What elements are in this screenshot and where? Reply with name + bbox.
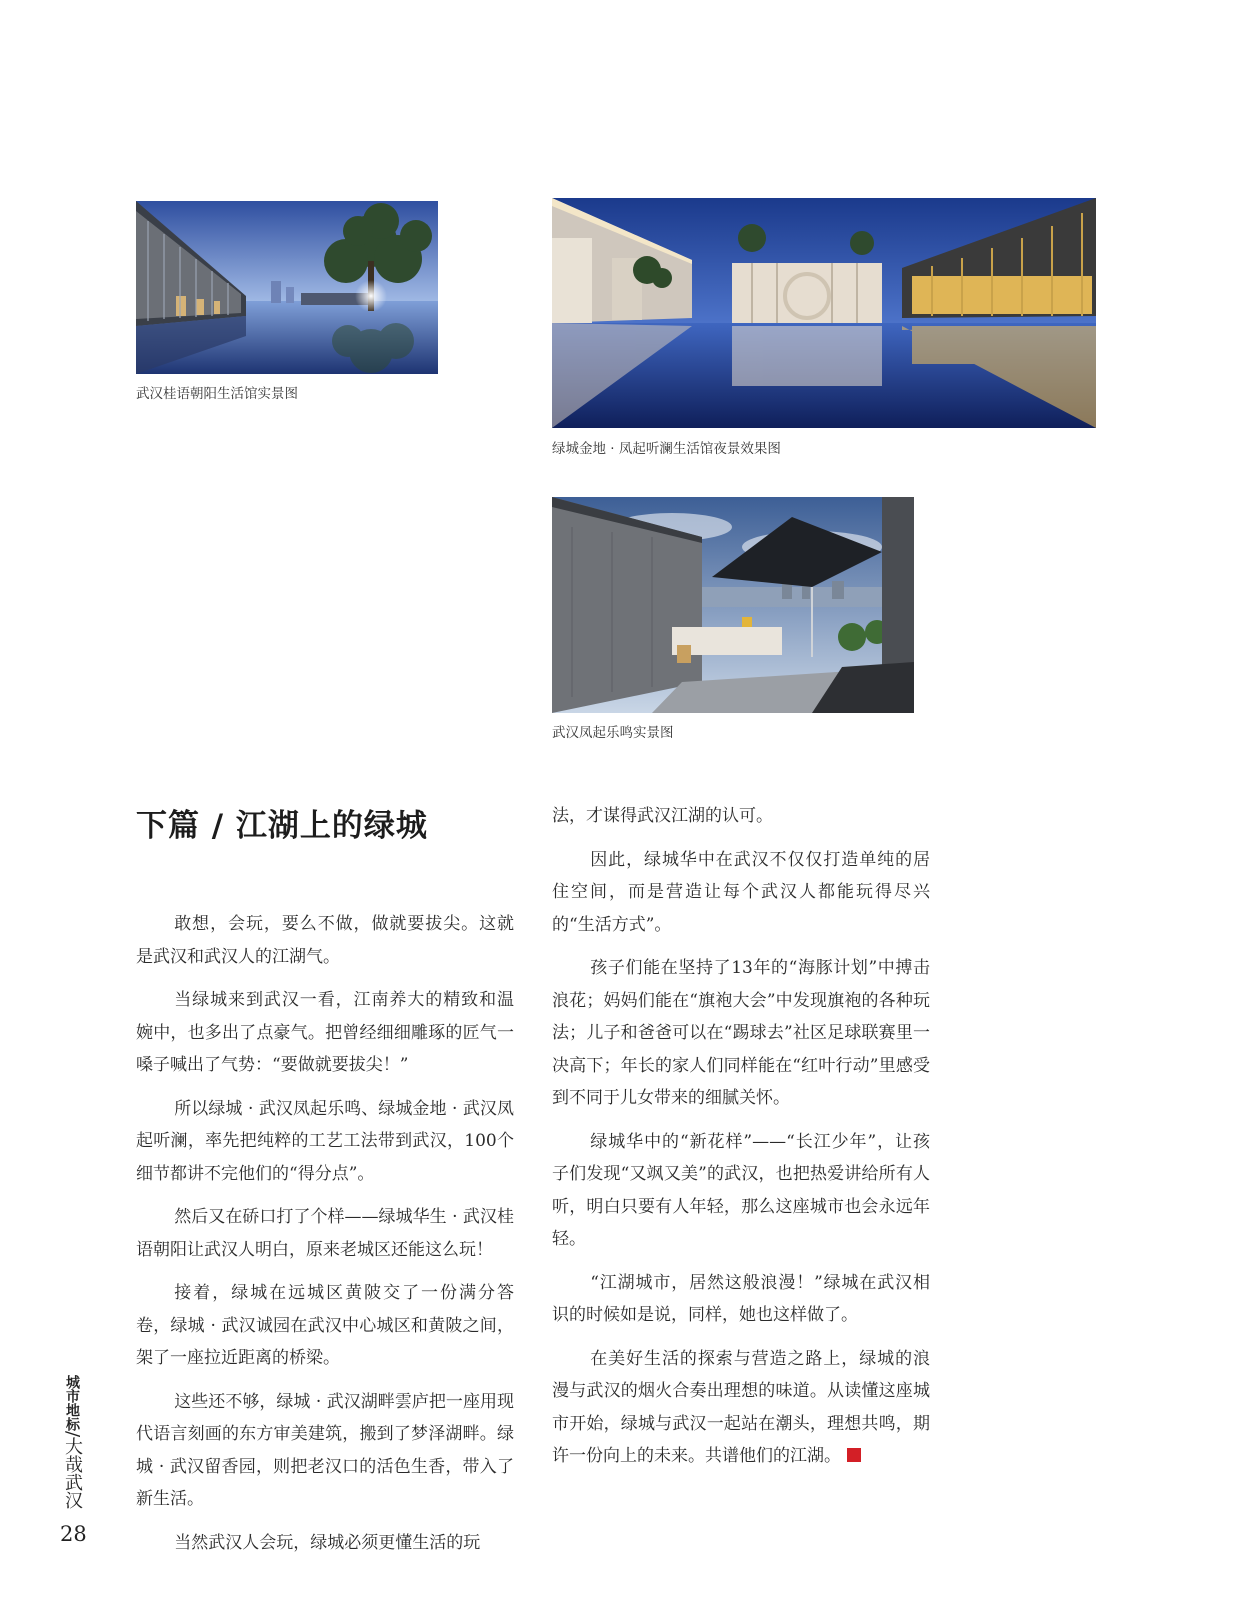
paragraph: 接着，绿城在远城区黄陂交了一份满分答卷，绿城 · 武汉诚园在武汉中心城区和黄陂之间，架了一座拉近距离的桥梁。 (136, 1283, 514, 1368)
caption-fengqi-tinglan: 绿城金地 · 凤起听澜生活馆夜景效果图 (552, 441, 781, 457)
photo-fengqi-leming (552, 497, 914, 713)
paragraph: 因此，绿城华中在武汉不仅仅打造单纯的居住空间，而是营造让每个武汉人都能玩得尽兴的“生活方式”。 (552, 849, 930, 935)
running-folio (60, 1375, 84, 1509)
paragraph: 然后又在硚口打了个样——绿城华生 · 武汉桂语朝阳让武汉人明白，原来老城区还能这么玩！ (136, 1207, 514, 1260)
end-mark-icon (847, 1448, 861, 1462)
left-column (136, 908, 514, 1570)
photo-guiyu-chaoyang (136, 201, 438, 374)
photo-fengqi-tinglan (552, 198, 1096, 428)
caption-fengqi-leming: 武汉凤起乐鸣实景图 (552, 725, 674, 741)
article-heading: 下篇 / 江湖上的绿城 (136, 808, 428, 844)
folio-separator: / (62, 1431, 83, 1438)
paragraph: 当绿城来到武汉一看，江南养大的精致和温婉中，也多出了点豪气。把曾经细细雕琢的匠气一嗓子喊出了气势：“要做就要拔尖！” (136, 990, 514, 1075)
closing-text: 在美好生活的探索与营造之路上，绿城的浪漫与武汉的烟火合奏出理想的味道。从读懂这座城市开始，绿城与武汉一起站在潮头，理想共鸣，期许一份向上的未来。共谱他们的江湖。 (552, 1348, 930, 1466)
paragraph: 这些还不够，绿城 · 武汉湖畔雲庐把一座用现代语言刻画的东方审美建筑，搬到了梦泽湖畔。绿城 · 武汉留香园，则把老汉口的活色生香，带入了新生活。 (136, 1391, 514, 1509)
folio-column: 大哉武汉 (62, 1437, 83, 1510)
folio-section: 城市地标 (64, 1375, 80, 1431)
paragraph: “江湖城市，居然这般浪漫！”绿城在武汉相识的时候如是说，同样，她也这样做了。 (552, 1272, 930, 1325)
paragraph: 孩子们能在坚持了13年的“海豚计划”中搏击浪花；妈妈们能在“旗袍大会”中发现旗袍的各种玩法；儿子和爸爸可以在“踢球去”社区足球联赛里一决高下；年长的家人们同样能在“红叶行动”里感受到不同于儿女带来的细腻关怀。 (552, 958, 930, 1108)
paragraph: 敢想，会玩，要么不做，做就要拔尖。这就是武汉和武汉人的江湖气。 (136, 914, 514, 967)
page-number: 28 (60, 1522, 87, 1546)
caption-guiyu-chaoyang: 武汉桂语朝阳生活馆实景图 (136, 386, 298, 402)
paragraph: 所以绿城 · 武汉凤起乐鸣、绿城金地 · 武汉凤起听澜，率先把纯粹的工艺工法带到武汉，100个细节都讲不完他们的“得分点”。 (136, 1098, 514, 1184)
paragraph: 法，才谋得武汉江湖的认可。 (552, 806, 773, 826)
paragraph: 绿城华中的“新花样”——“长江少年”，让孩子们发现“又飒又美”的武汉，也把热爱讲给所有人听，明白只要有人年轻，那么这座城市也会永远年轻。 (552, 1131, 930, 1249)
right-column (552, 800, 930, 1484)
paragraph (552, 1343, 930, 1473)
paragraph: 当然武汉人会玩，绿城必须更懂生活的玩 (174, 1532, 481, 1553)
